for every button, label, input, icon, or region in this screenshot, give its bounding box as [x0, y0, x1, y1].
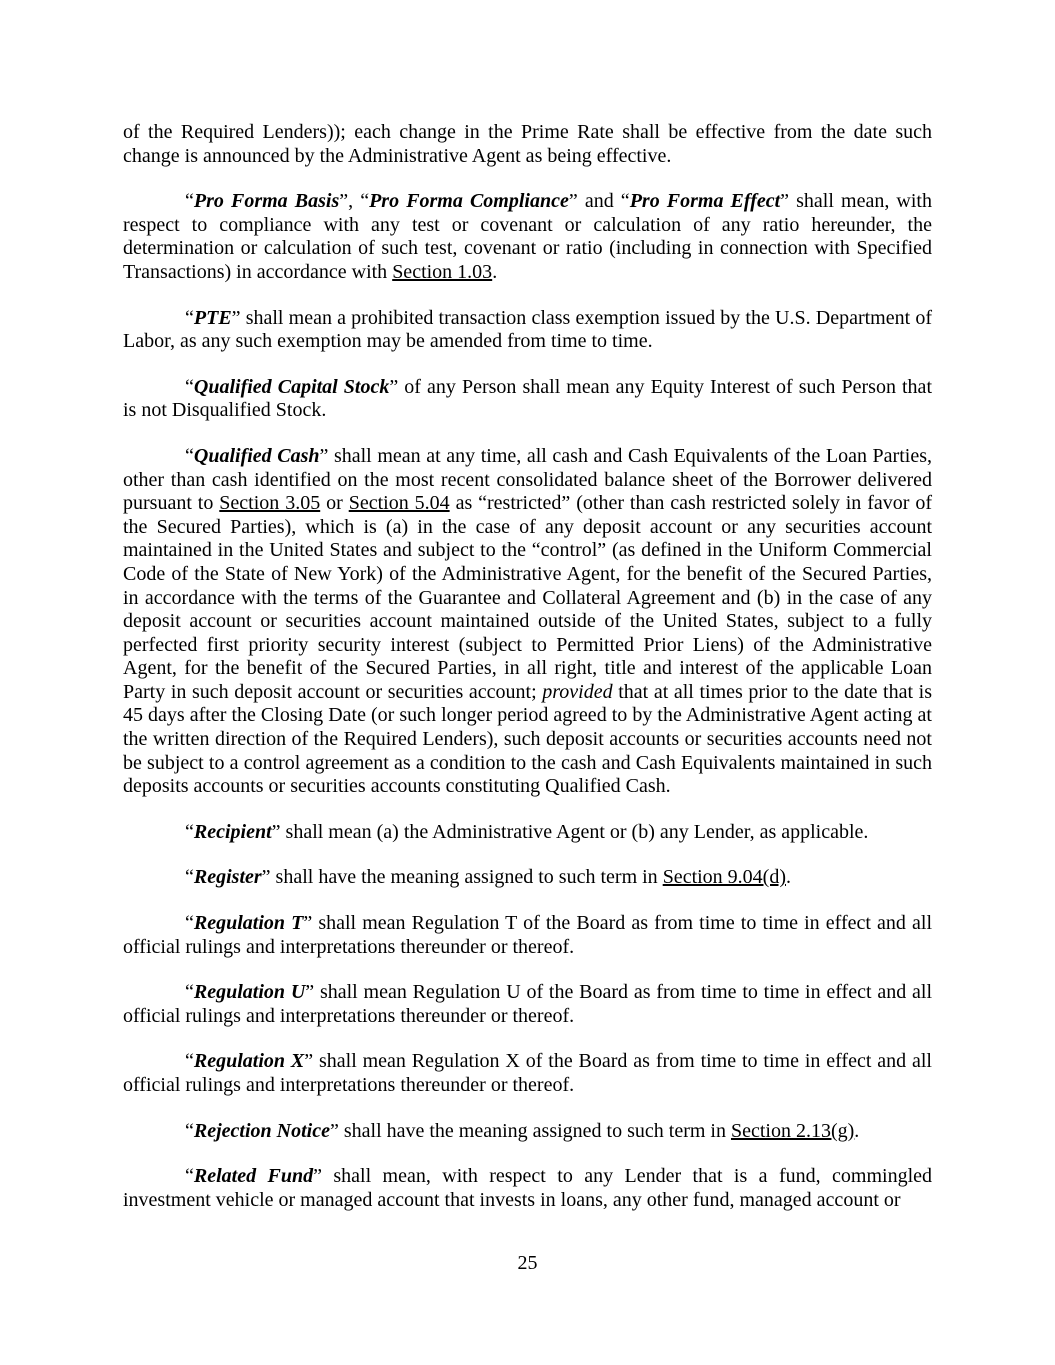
text-run: “ — [185, 444, 194, 467]
paragraph — [123, 190, 932, 284]
text-run: “ — [185, 375, 194, 398]
text-run: that at all times prior to the date that is 45 days after the Closing Date (or such longer period agreed to by the Administrative Agent acting at the written direction of the Required Lenders), such deposit accounts or securities accounts need not be subject to a control agreement as a condition to the cash and Cash Equivalents maintained in such deposits accounts or securities accounts constituting Qualified Cash. — [123, 680, 932, 798]
defined-term: Register — [193, 866, 262, 889]
defined-term: Qualified Cash — [193, 444, 320, 467]
text-run: . — [786, 866, 791, 889]
paragraph — [123, 307, 932, 354]
text-run: “ — [185, 981, 194, 1004]
defined-term: Related Fund — [193, 1165, 314, 1188]
text-run: ” shall mean Regulation T of the Board as from time to time in effect and all official rulings and interpretations thereunder or thereof. — [123, 912, 932, 958]
paragraph — [123, 1050, 932, 1097]
text-run: or — [320, 492, 349, 515]
text-run: ” shall mean Regulation X of the Board as from time to time in effect and all official rulings and interpretations thereunder or thereof. — [123, 1050, 932, 1096]
text-run: “ — [185, 190, 194, 213]
text-run: ” shall mean a prohibited transaction class exemption issued by the U.S. Department of Labor, as any such exemption may be amended from time to time. — [123, 306, 932, 353]
text-run: ” shall mean at any time, all cash and Cash Equivalents of the Loan Parties, other than cash identified on the most recent consolidated balance sheet of the Borrower delivered pursuant to — [123, 444, 932, 515]
defined-term: Pro Forma Compliance — [369, 190, 569, 213]
text-run: . — [492, 260, 498, 283]
text-run: “ — [185, 306, 194, 329]
defined-term: Rejection Notice — [193, 1119, 330, 1142]
text-run: “ — [185, 820, 194, 843]
text-run: “ — [185, 1050, 194, 1073]
document-body — [123, 121, 932, 1234]
text-run: ”, “ — [339, 190, 370, 213]
paragraph — [123, 866, 932, 890]
paragraph — [123, 376, 932, 423]
paragraph — [123, 821, 932, 845]
defined-term: Recipient — [193, 820, 272, 843]
text-run: ” shall mean (a) the Administrative Agent or (b) any Lender, as applicable. — [271, 820, 869, 843]
emphasis: provided — [542, 680, 613, 703]
section-reference: Section 2.13(g) — [730, 1119, 855, 1142]
text-run: ” shall have the meaning assigned to such term in — [261, 866, 663, 889]
defined-term: Pro Forma Effect — [629, 190, 781, 213]
text-run: “ — [185, 866, 194, 889]
page-number: 25 — [517, 1252, 538, 1274]
text-run: ” and “ — [568, 190, 630, 213]
text-run: ” of any Person shall mean any Equity Interest of such Person that is not Disqualified Stock. — [123, 375, 932, 422]
defined-term: PTE — [193, 306, 232, 329]
text-run: ” shall have the meaning assigned to such term in — [329, 1119, 731, 1142]
paragraph — [123, 912, 932, 959]
defined-term: Regulation X — [193, 1050, 305, 1073]
defined-term: Regulation U — [193, 981, 306, 1004]
text-run: ” shall mean Regulation U of the Board as from time to time in effect and all official rulings and interpretations thereunder or thereof. — [123, 981, 933, 1027]
defined-term: Qualified Capital Stock — [193, 375, 390, 398]
section-reference: Section 1.03 — [392, 260, 493, 283]
section-reference: Section 5.04 — [348, 492, 450, 515]
text-run: “ — [185, 912, 194, 935]
paragraph — [123, 121, 932, 168]
text-run: . — [854, 1119, 860, 1142]
text-run: as “restricted” (other than cash restricted solely in favor of the Secured Parties), which is (a) in the case of any deposit account or any securities account maintained in the United States and subject to the “control” (as defined in the Uniform Commercial Code of the State of New York) of the Administrative Agent, for the benefit of the Secured Parties, in accordance with the terms of the Guarantee and Collateral Agreement and (b) in the case of any deposit account or securities account maintained outside of the United States, subject to a fully perfected first priority security interest (subject to Permitted Prior Liens) of the Administrative Agent, for the benefit of the Secured Parties, in all right, title and interest of the applicable Loan Party in such deposit account or securities account; — [123, 492, 932, 703]
paragraph — [123, 1165, 932, 1212]
paragraph — [123, 1120, 932, 1144]
section-reference: Section 9.04(d) — [662, 866, 786, 889]
section-reference: Section 3.05 — [219, 492, 321, 515]
defined-term: Regulation T — [193, 912, 304, 935]
text-run: “ — [185, 1119, 194, 1142]
defined-term: Pro Forma Basis — [193, 190, 340, 213]
text-run: ” shall mean, with respect to compliance with any test or covenant or calculation of any ratio hereunder, the determination or calculation of such test, covenant or ratio (including in connection with Specified Transactions) in accordance with — [123, 190, 932, 283]
paragraph — [123, 981, 932, 1028]
text-run: of the Required Lenders)); each change in the Prime Rate shall be effective from the date such change is announced by the Administrative Agent as being effective. — [123, 121, 932, 167]
text-run: “ — [185, 1165, 194, 1188]
paragraph — [123, 445, 932, 799]
text-run: ” shall mean, with respect to any Lender that is a fund, commingled investment vehicle or managed account that invests in loans, any other fund, managed account or — [123, 1165, 933, 1211]
